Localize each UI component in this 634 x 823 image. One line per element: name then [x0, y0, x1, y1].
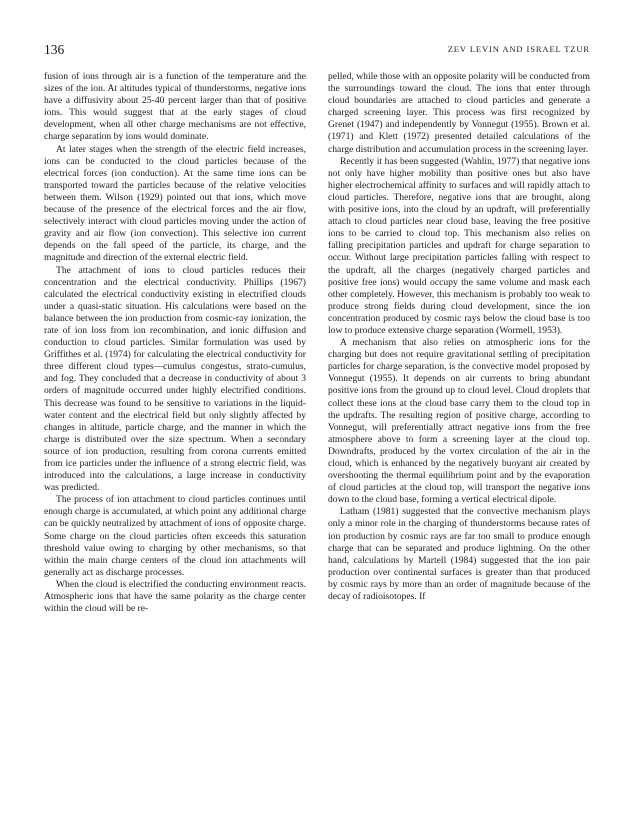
- paragraph: Recently it has been suggested (Wahlin, 1977) that negative ions not only have higher mobility than positive ones but also have higher electrochemical affinity to surfaces and will rapidly attach to cloud particles. Therefore, negative ions that are brought, along with positive ions, into the cloud by an updraft, will preferentially attach to cloud particles near cloud base, leaving the free positive ions to be carried to cloud top. This mechanism also relies on falling precipitation particles and updraft for charge separation to occur. Without large precipitation particles falling with respect to the updraft, all the charges (negatively charged particles and positive free ions) would occupy the same volume and mask each other completely. However, this mechanism is probably too weak to produce strong fields during cloud development, since the ion concentration produced by cosmic rays below the cloud base is too low to produce extensive charge separation (Wormell, 1953).: [328, 155, 590, 336]
- page-header: [44, 42, 590, 58]
- left-column: [44, 71, 306, 615]
- paragraph: At later stages when the strength of the electric field increases, ions can be conducted to the cloud particles because of the electrical forces (ion conduction). At the same time ions can be transported toward the particles because of the relative velocities between them. Wilson (1929) pointed out that ions, which move because of the presence of the electrical forces and the air flow, selectively interact with cloud particles moving under the action of gravity and air flow (ion convection). This selective ion current depends on the fall speed of the particle, its charge, and the magnitude and direction of the external electric field.: [44, 143, 306, 264]
- paragraph: pelled, while those with an opposite polarity will be conducted from the surroundings toward the cloud. The ions that enter through cloud boundaries are attached to cloud particles and generate a charged screening layer. This process was first recognized by Grenet (1947) and independently by Vonnegut (1955). Brown et al. (1971) and Klett (1972) presented detailed calculations of the charge distribution and accumulation process in the screening layer.: [328, 71, 590, 155]
- paragraph: A mechanism that also relies on atmospheric ions for the charging but does not require gravitational settling of precipitation particles for charge separation, is the convective model proposed by Vonnegut (1955). It depends on air currents to bring abundant positive ions from the ground up to cloud level. Cloud droplets that collect these ions at the cloud base carry them to the cloud top in the updrafts. The resulting region of positive charge, according to Vonnegut, will preferentially attract negative ions from the free atmosphere above to form a screening layer at the cloud top. Downdrafts, produced by the vortex circulation of the air in the cloud, which is enhanced by the negatively buoyant air created by overshooting the thermal equilibrium point and by the evaporation of cloud particles at the cloud top, will transport the negative ions down to the cloud base, forming a vertical electrical dipole.: [328, 337, 590, 506]
- paragraph: The process of ion attachment to cloud particles continues until enough charge is accumulated, at which point any additional charge can be quickly neutralized by attachment of ions of opposite charge. Some charge on the cloud particles often exceeds this saturation threshold value owing to charging by other mechanisms, so that within the main charge centers of the cloud ion attachments will generally act as discharge processes.: [44, 494, 306, 578]
- paragraph: When the cloud is electrified the conducting environment reacts. Atmospheric ions that have the same polarity as the charge center within the cloud will be re-: [44, 578, 306, 615]
- right-column: [328, 71, 590, 615]
- body-text: [44, 71, 590, 615]
- running-head: ZEV LEVIN AND ISRAEL TZUR: [447, 44, 590, 54]
- page-number: 136: [44, 42, 65, 57]
- paragraph: The attachment of ions to cloud particles reduces their concentration and the electrical conductivity. Phillips (1967) calculated the electrical conductivity existing in electrified clouds under a quasi-static situation. His calculations were based on the balance between the ion production from cosmic-ray ionization, the rate of ion loss from ion recombination, and ionic diffusion and conduction to cloud particles. Similar formulation was used by Griffithes et al. (1974) for calculating the electrical conductivity for three different cloud types—cumulus congestus, strato-cumulus, and fog. They concluded that a decrease in conductivity of about 3 orders of magnitude occurred under highly electrified conditions. This decrease was found to be sensitive to variations in the liquid-water content and the electrical field but only slightly affected by changes in altitude, particle charge, and the manner in which the charge is distributed over the size spectrum. When a secondary source of ion production, resulting from corona currents emitted from ice particles under the influence of a strong electric field, was introduced into the calculations, a large increase in conductivity was predicted.: [44, 264, 306, 494]
- paragraph: Latham (1981) suggested that the convective mechanism plays only a minor role in the charging of thunderstorms because rates of ion production by cosmic rays are far too small to produce enough charge that can be separated and produce lightning. On the other hand, calculations by Martell (1984) suggested that the ion pair production over continental surfaces is greater than that produced by cosmic rays by more than an order of magnitude because of the decay of radioisotopes. If: [328, 506, 590, 603]
- paragraph: fusion of ions through air is a function of the temperature and the sizes of the ion. At altitudes typical of thunderstorms, negative ions have a diffusivity about 25-40 percent larger than that of positive ions. This would suggest that at the early stages of cloud development, when all other charge mechanisms are not effective, charge separation by ions would dominate.: [44, 71, 306, 143]
